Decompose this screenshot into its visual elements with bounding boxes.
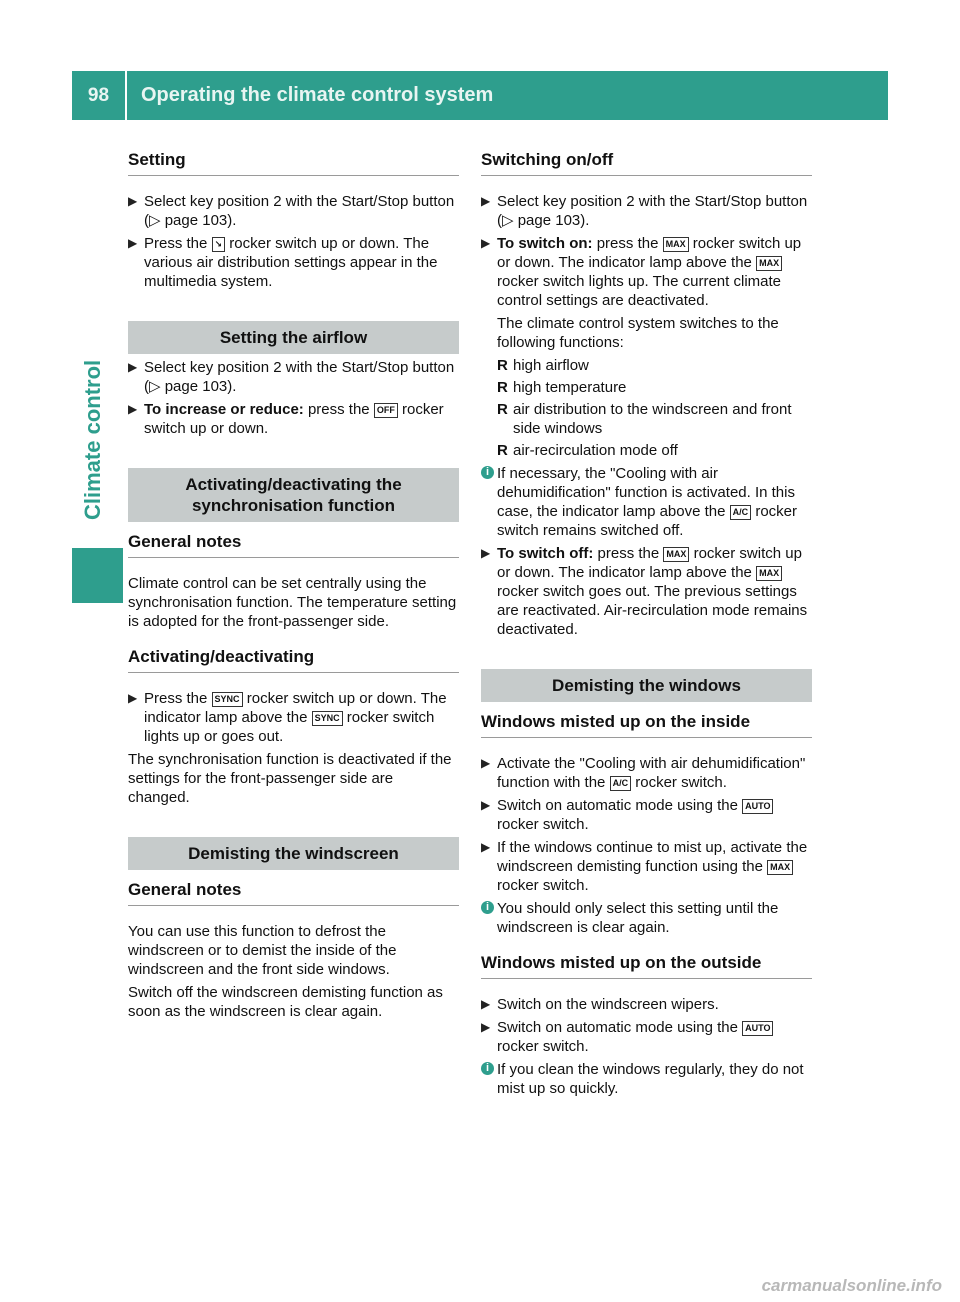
step-text: press the (596, 235, 659, 252)
step-text: rocker switch up or down. (229, 235, 400, 252)
arrow-icon: ▶ (481, 798, 491, 812)
left-column (128, 150, 459, 1025)
sync-icon: SYNC (312, 711, 343, 726)
list-item (481, 441, 812, 460)
bullet-icon: R (497, 357, 508, 374)
info-text: You should only select this setting until the windscreen is clear again. (497, 900, 779, 936)
step-text: rocker switch up or down. (144, 401, 444, 437)
switching-heading: Switching on/off (481, 150, 812, 176)
auto-icon: AUTO (742, 799, 773, 814)
step-text: rocker switch lights up. The current climate control settings are deactivated. (497, 273, 781, 309)
synchro-section-heading: Activating/deactivating the synchronisation function (128, 468, 459, 522)
step-text: Switch on the windscreen wipers. (497, 996, 719, 1013)
info-text: rocker switch remains switched off. (497, 503, 798, 539)
setting-heading: Setting (128, 150, 459, 176)
step-text: Press the (144, 690, 208, 707)
bullet-icon: R (497, 379, 508, 396)
side-tab-label: Climate control (80, 359, 105, 520)
arrow-icon: ▶ (481, 840, 491, 854)
list-item-text: air distribution to the windscreen and front side windows (513, 401, 792, 437)
instruction-step (481, 796, 812, 834)
step-text: Select key position 2 with the Start/Stop button (▷ page 103). (497, 193, 808, 229)
info-text: If you clean the windows regularly, they do not mist up so quickly. (497, 1061, 804, 1097)
instruction-step (128, 689, 459, 746)
step-text: Select key position 2 with the Start/Stop button (▷ page 103). (144, 359, 455, 395)
demist-windscreen-heading: Demisting the windscreen (128, 837, 459, 870)
step-text: The indicator lamp above the (558, 254, 752, 271)
sync-icon: SYNC (212, 692, 243, 707)
arrow-icon: ▶ (481, 1020, 491, 1034)
arrow-icon: ▶ (128, 360, 138, 374)
info-icon: i (481, 466, 494, 479)
arrow-icon: ▶ (481, 236, 491, 250)
arrow-icon: ▶ (481, 756, 491, 770)
arrow-icon: ▶ (128, 194, 138, 208)
max-defrost-icon: MAX (756, 566, 782, 581)
synchro-note: Climate control can be set centrally using the synchronisation function. The temperature setting is adopted for the front-passenger side. (128, 575, 457, 630)
step-text: rocker switch goes out. The previous settings are reactivated. Air-recirculation mode remains deactivated. (497, 583, 808, 638)
inside-heading: Windows misted up on the inside (481, 712, 812, 738)
outside-heading: Windows misted up on the outside (481, 953, 812, 979)
instruction-step (481, 838, 812, 895)
bullet-icon: R (497, 442, 508, 459)
instruction-step (128, 234, 459, 291)
max-defrost-icon: MAX (663, 237, 689, 252)
instruction-step (481, 192, 812, 230)
step-text: Select key position 2 with the Start/Stop button (▷ page 103). (144, 193, 455, 229)
step-text: If the windows continue to mist up, activate the windscreen demisting function using the (497, 839, 808, 875)
instruction-step (481, 1018, 812, 1056)
step-text: Switch on automatic mode using the (497, 797, 738, 814)
info-note (481, 1060, 812, 1098)
demist-paragraph-1: You can use this function to defrost the windscreen or to demist the inside of the windscreen and the front side windows. (128, 923, 397, 978)
general-notes-heading: General notes (128, 532, 459, 558)
ac-icon: A/C (730, 505, 752, 520)
list-item (481, 400, 812, 438)
instruction-step (481, 234, 812, 352)
arrow-icon: ▶ (128, 691, 138, 705)
right-column (481, 150, 812, 1102)
list-item-text: high temperature (513, 379, 627, 396)
instruction-step (481, 754, 812, 792)
demist-windows-heading: Demisting the windows (481, 669, 812, 702)
max-defrost-icon: MAX (756, 256, 782, 271)
instruction-step (128, 400, 459, 438)
step-text: Switch on automatic mode using the (497, 1019, 738, 1036)
step-text: press the (597, 545, 660, 562)
step-text: The indicator lamp above the (558, 564, 752, 581)
max-defrost-icon: MAX (663, 547, 689, 562)
activating-heading: Activating/deactivating (128, 647, 459, 673)
step-text: rocker switch. (497, 816, 589, 833)
step-label: To switch off: (497, 545, 594, 562)
step-text: Press the (144, 235, 208, 252)
info-text: If necessary, the "Cooling with air dehumidification" function is activated. In this case, the indicator lamp above the (497, 465, 795, 520)
list-item-text: air-recirculation mode off (513, 442, 678, 459)
arrow-icon: ▶ (128, 236, 138, 250)
side-tab-marker (72, 548, 123, 603)
general-notes-heading-2: General notes (128, 880, 459, 906)
info-icon: i (481, 1062, 494, 1075)
demist-paragraph-2: Switch off the windscreen demisting function as soon as the windscreen is clear again. (128, 984, 443, 1020)
step-text: rocker switch lights up or goes out. (144, 709, 435, 745)
list-item-text: high airflow (513, 357, 589, 374)
step-text: rocker switch. (635, 774, 727, 791)
info-icon: i (481, 901, 494, 914)
list-item (481, 378, 812, 397)
step-text: press the (307, 401, 370, 418)
list-item (481, 356, 812, 375)
instruction-step (128, 358, 459, 396)
ac-icon: A/C (610, 776, 632, 791)
airflow-section-heading: Setting the airflow (128, 321, 459, 354)
step-label: To switch on: (497, 235, 593, 252)
page-title: Operating the climate control system (141, 84, 494, 106)
sync-paragraph: The synchronisation function is deactivated if the settings for the front-passenger side are changed. (128, 751, 452, 806)
step-text: The various air distribution settings appear in the multimedia system. (144, 235, 438, 290)
air-distribution-icon: ↘ (212, 237, 226, 252)
step-label: To increase or reduce: (144, 401, 304, 418)
step-text: The indicator lamp above the (144, 690, 447, 726)
page-number: 98 (87, 84, 110, 106)
instruction-step (481, 995, 812, 1014)
header-divider (125, 71, 127, 120)
instruction-step (128, 192, 459, 230)
step-text: The climate control system switches to the following functions: (497, 315, 779, 351)
info-note (481, 464, 812, 540)
info-note (481, 899, 812, 937)
step-text: rocker switch. (497, 1038, 589, 1055)
step-text: rocker switch up or down. (246, 690, 417, 707)
bullet-icon: R (497, 401, 508, 418)
page-header (72, 71, 888, 120)
instruction-step (481, 544, 812, 639)
step-text: Activate the "Cooling with air dehumidification" function with the (497, 755, 806, 791)
step-text: rocker switch up or down. (497, 545, 802, 581)
fan-icon: OFF (374, 403, 398, 418)
auto-icon: AUTO (742, 1021, 773, 1036)
watermark: carmanualsonline.info (761, 1276, 942, 1295)
step-text: rocker switch. (497, 877, 589, 894)
arrow-icon: ▶ (128, 402, 138, 416)
max-defrost-icon: MAX (767, 860, 793, 875)
arrow-icon: ▶ (481, 546, 491, 560)
arrow-icon: ▶ (481, 194, 491, 208)
step-text: rocker switch up or down. (497, 235, 802, 271)
arrow-icon: ▶ (481, 997, 491, 1011)
